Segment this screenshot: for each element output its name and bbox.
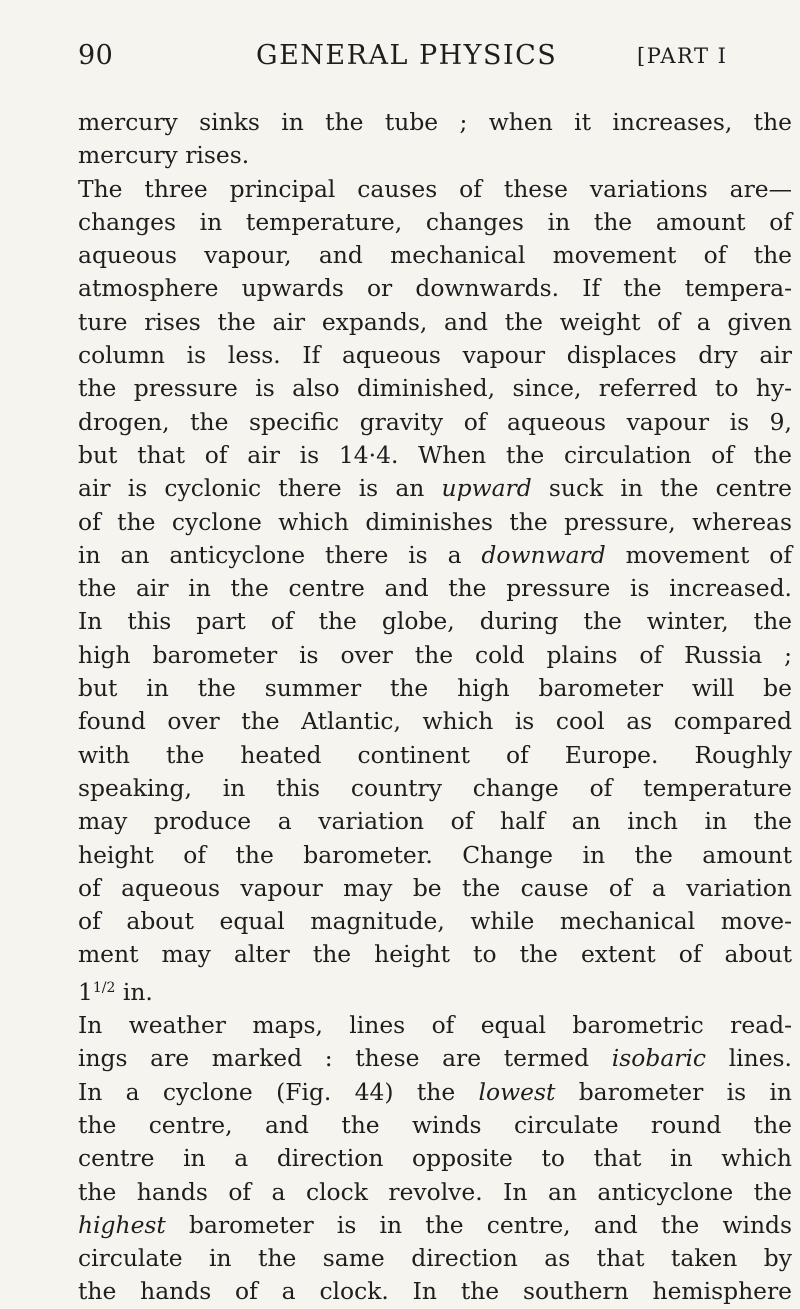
text-line — [78, 1209, 792, 1242]
text-line: The three principal causes of these variations are— — [78, 174, 792, 203]
text-line: height of the barometer. Change in the amount — [78, 840, 792, 869]
running-title: GENERAL PHYSICS — [256, 40, 558, 71]
text-line: ture rises the air expands, and the weight of a given — [78, 307, 792, 336]
text-run: ings are marked : these are termed — [78, 1044, 590, 1073]
text-line: drogen, the specific gravity of aqueous vapour is 9, — [78, 407, 792, 436]
text-line: changes in temperature, changes in the amount of — [78, 207, 792, 236]
text-line: mercury rises. — [78, 141, 250, 170]
text-run: in an anticyclone there is a — [78, 540, 462, 569]
mixed-number-whole: 1 — [78, 977, 93, 1006]
text-run: barometer is in — [578, 1077, 792, 1106]
text-line: found over the Atlantic, which is cool as compared — [78, 707, 792, 736]
text-line: ment may alter the height to the extent of about — [78, 940, 792, 969]
fraction-half: 1/2 — [92, 979, 116, 996]
text-line: the centre, and the winds circulate round the — [78, 1110, 792, 1139]
text-line: high barometer is over the cold plains of Russia ; — [78, 640, 792, 669]
text-line: In this part of the globe, during the winter, the — [78, 607, 792, 636]
text-run: barometer is in the centre, and the winds — [189, 1210, 792, 1239]
text-run: air is cyclonic there is an — [78, 474, 425, 503]
running-head — [78, 32, 792, 82]
text-run: In a cyclone (Fig. 44) the — [78, 1077, 456, 1106]
text-line — [78, 972, 792, 1009]
text-line: centre in a direction opposite to that in which — [78, 1144, 792, 1173]
text-line: may produce a variation of half an inch in the — [78, 807, 792, 836]
text-run: suck in the centre — [548, 474, 793, 503]
emphasis-downward: downward — [481, 540, 606, 569]
text-line: the air in the centre and the pressure is increased. — [78, 574, 792, 603]
text-run: movement of — [625, 540, 792, 569]
text-line: In weather maps, lines of equal barometric read- — [78, 1011, 792, 1040]
text-line — [78, 539, 792, 572]
text-line: of the cyclone which diminishes the pressure, whereas — [78, 507, 792, 536]
emphasis-lowest: lowest — [478, 1077, 556, 1106]
text-line: speaking, in this country change of temperature — [78, 773, 792, 802]
text-run: lines. — [728, 1044, 792, 1073]
text-line: mercury sinks in the tube ; when it increases, the — [78, 108, 792, 136]
text-line: atmosphere upwards or downwards. If the tempera- — [78, 274, 792, 303]
text-line: but in the summer the high barometer will be — [78, 674, 792, 703]
text-line: column is less. If aqueous vapour displaces dry air — [78, 341, 792, 370]
text-line — [78, 1042, 792, 1075]
book-page — [78, 32, 792, 1309]
text-line: circulate in the same direction as that taken by — [78, 1244, 792, 1273]
text-line: the hands of a clock revolve. In an anticyclone the — [78, 1177, 792, 1206]
text-line: the pressure is also diminished, since, referred to hy- — [78, 374, 792, 403]
text-line: of about equal magnitude, while mechanical move- — [78, 907, 792, 936]
text-line: aqueous vapour, and mechanical movement of the — [78, 241, 792, 270]
text-line — [78, 1076, 792, 1109]
text-line: with the heated continent of Europe. Roughly — [78, 740, 792, 769]
emphasis-isobaric: isobaric — [611, 1044, 707, 1073]
body-text — [78, 106, 792, 1309]
page-number: 90 — [78, 40, 114, 71]
text-line: but that of air is 14·4. When the circulation of the — [78, 440, 792, 469]
emphasis-highest: highest — [78, 1210, 166, 1239]
text-line — [78, 472, 792, 505]
text-line: of aqueous vapour may be the cause of a variation — [78, 873, 792, 902]
text-run: in. — [122, 977, 153, 1006]
emphasis-upward: upward — [441, 474, 532, 503]
text-line: the hands of a clock. In the southern hemisphere — [78, 1277, 792, 1306]
running-part: [PART I — [637, 44, 728, 68]
